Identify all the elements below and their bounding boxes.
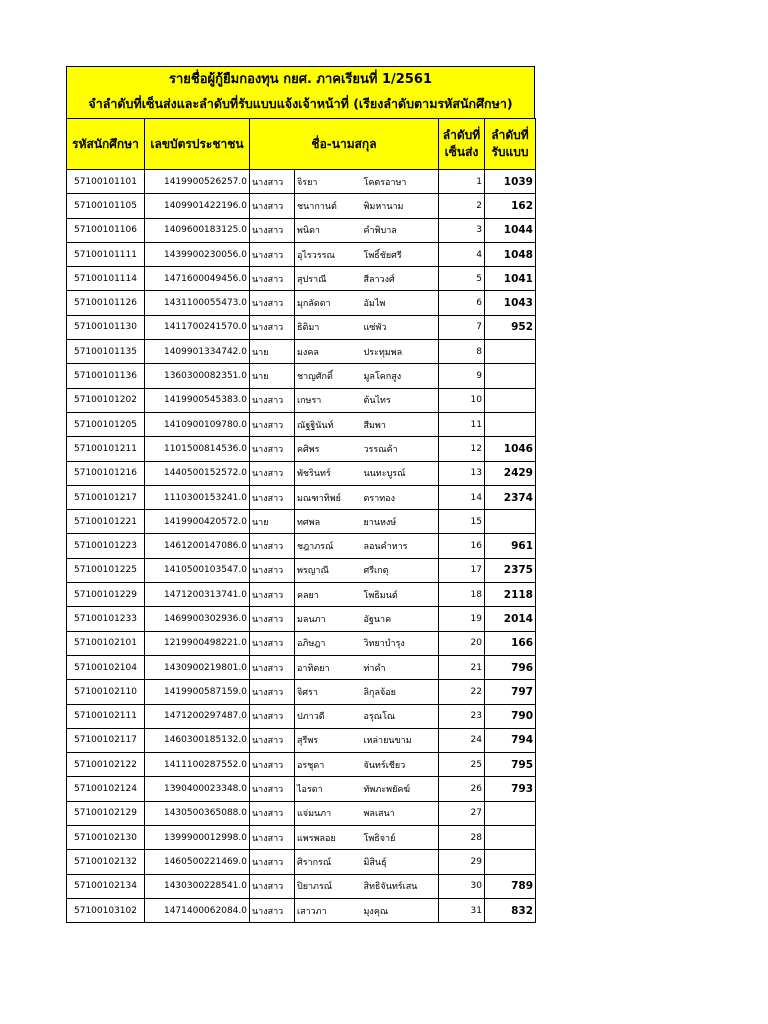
citizen-id-cell: 1409600183125.0 [145,218,250,242]
last-name-cell: ท่าคำ [362,655,439,679]
prefix-cell: นางสาว [250,607,295,631]
last-name-cell: สีมพา [362,412,439,436]
student-id-cell: 57100101130 [67,315,145,339]
first-name-cell: ชาญศักดิ์ [295,364,362,388]
student-id-cell: 57100101126 [67,291,145,315]
receive-order-cell: 166 [485,631,536,655]
sign-order-cell: 25 [439,753,485,777]
prefix-cell: นางสาว [250,655,295,679]
receive-order-cell: 794 [485,728,536,752]
sign-order-cell: 11 [439,412,485,436]
receive-order-cell [485,850,536,874]
last-name-cell: คำพิบาล [362,218,439,242]
prefix-cell: นางสาว [250,437,295,461]
prefix-cell: นางสาว [250,777,295,801]
last-name-cell: โพธิจาย์ [362,826,439,850]
citizen-id-cell: 1440500152572.0 [145,461,250,485]
receive-order-cell: 1048 [485,242,536,266]
receive-order-cell: 795 [485,753,536,777]
first-name-cell: ไอรดา [295,777,362,801]
first-name-cell: สุปราณี [295,267,362,291]
first-name-cell: สุรีพร [295,728,362,752]
sign-order-cell: 14 [439,485,485,509]
receive-order-cell: 793 [485,777,536,801]
sign-order-cell: 15 [439,510,485,534]
last-name-cell: แซ่พัว [362,315,439,339]
table-row [67,728,536,752]
table-row [67,194,536,218]
prefix-cell: นางสาว [250,242,295,266]
prefix-cell: นางสาว [250,631,295,655]
student-id-cell: 57100102117 [67,728,145,752]
receive-order-cell: 789 [485,874,536,898]
col-header-name: ชื่อ-นามสกุล [250,119,439,170]
last-name-cell: ลอนคำหาร [362,534,439,558]
first-name-cell: มลนภา [295,607,362,631]
citizen-id-cell: 1419900526257.0 [145,170,250,194]
first-name-cell: จิรยา [295,170,362,194]
receive-order-cell [485,801,536,825]
last-name-cell: ทัพภะพยัคฆ์ [362,777,439,801]
citizen-id-cell: 1430300228541.0 [145,874,250,898]
first-name-cell: เกษรา [295,388,362,412]
last-name-cell: อัฐนาค [362,607,439,631]
table-row [67,291,536,315]
sign-order-cell: 17 [439,558,485,582]
citizen-id-cell: 1471400062084.0 [145,898,250,922]
receive-order-label-1: ลำดับที่ [491,128,529,142]
student-id-cell: 57100102130 [67,826,145,850]
citizen-id-cell: 1410500103547.0 [145,558,250,582]
last-name-cell: อรุณโณ [362,704,439,728]
student-id-cell: 57100102132 [67,850,145,874]
citizen-id-cell: 1419900545383.0 [145,388,250,412]
student-id-cell: 57100102129 [67,801,145,825]
student-id-cell: 57100101111 [67,242,145,266]
first-name-cell: อาทิตยา [295,655,362,679]
first-name-cell: อรชุดา [295,753,362,777]
prefix-cell: นางสาว [250,170,295,194]
student-id-cell: 57100101217 [67,485,145,509]
table-row [67,267,536,291]
first-name-cell: พัชรินทร์ [295,461,362,485]
first-name-cell: ธิติมา [295,315,362,339]
receive-order-cell [485,388,536,412]
student-id-cell: 57100101106 [67,218,145,242]
col-header-receive-order [485,119,536,170]
student-id-cell: 57100101135 [67,340,145,364]
first-name-cell: พนิดา [295,218,362,242]
citizen-id-cell: 1430900219801.0 [145,655,250,679]
citizen-id-cell: 1439900230056.0 [145,242,250,266]
receive-order-cell: 162 [485,194,536,218]
first-name-cell: ศิรากรณ์ [295,850,362,874]
last-name-cell: สีลาวงศ์ [362,267,439,291]
student-id-cell: 57100101114 [67,267,145,291]
table-row [67,510,536,534]
sign-order-cell: 5 [439,267,485,291]
prefix-cell: นางสาว [250,680,295,704]
table-row [67,315,536,339]
table-row [67,340,536,364]
col-header-sign-order [439,119,485,170]
table-row [67,850,536,874]
last-name-cell: ยานหงษ์ [362,510,439,534]
receive-order-cell: 2374 [485,485,536,509]
last-name-cell: ตราทอง [362,485,439,509]
first-name-cell: เสาวภา [295,898,362,922]
last-name-cell: วิทยาบำรุง [362,631,439,655]
student-id-cell: 57100101216 [67,461,145,485]
sign-order-cell: 2 [439,194,485,218]
citizen-id-cell: 1360300082351.0 [145,364,250,388]
sign-order-cell: 9 [439,364,485,388]
student-id-cell: 57100101101 [67,170,145,194]
first-name-cell: คศิพร [295,437,362,461]
citizen-id-cell: 1411100287552.0 [145,753,250,777]
sign-order-cell: 10 [439,388,485,412]
sign-order-cell: 1 [439,170,485,194]
student-id-cell: 57100101221 [67,510,145,534]
student-id-cell: 57100101202 [67,388,145,412]
receive-order-cell [485,412,536,436]
last-name-cell: พลเสนา [362,801,439,825]
citizen-id-cell: 1460300185132.0 [145,728,250,752]
last-name-cell: ศรีเกตุ [362,558,439,582]
table-row [67,170,536,194]
sign-order-cell: 19 [439,607,485,631]
sign-order-cell: 30 [439,874,485,898]
receive-order-cell: 832 [485,898,536,922]
prefix-cell: นางสาว [250,850,295,874]
receive-order-cell: 1044 [485,218,536,242]
header-row [67,119,536,170]
title-box [66,66,535,118]
first-name-cell: มงคล [295,340,362,364]
prefix-cell: นางสาว [250,461,295,485]
table-row [67,801,536,825]
last-name-cell: เหล่ายนขาม [362,728,439,752]
last-name-cell: ลิกุลจ้อย [362,680,439,704]
citizen-id-cell: 1419900420572.0 [145,510,250,534]
citizen-id-cell: 1461200147086.0 [145,534,250,558]
citizen-id-cell: 1410900109780.0 [145,412,250,436]
last-name-cell: สิทธิจันทร์เสน [362,874,439,898]
receive-order-cell: 2375 [485,558,536,582]
prefix-cell: นางสาว [250,704,295,728]
sign-order-cell: 7 [439,315,485,339]
table-row [67,364,536,388]
table-row [67,898,536,922]
receive-order-cell: 2429 [485,461,536,485]
student-id-cell: 57100101211 [67,437,145,461]
prefix-cell: นางสาว [250,267,295,291]
last-name-cell: มิสินธุ์ [362,850,439,874]
page-title: รายชื่อผู้กู้ยืมกองทุน กยศ. ภาคเรียนที่ 1/2561 [169,72,432,87]
sign-order-cell: 27 [439,801,485,825]
citizen-id-cell: 1469900302936.0 [145,607,250,631]
prefix-cell: นางสาว [250,534,295,558]
table-row [67,242,536,266]
citizen-id-cell: 1411700241570.0 [145,315,250,339]
citizen-id-cell: 1101500814536.0 [145,437,250,461]
prefix-cell: นางสาว [250,388,295,412]
receive-order-cell: 790 [485,704,536,728]
sign-order-label-1: ลำดับที่ [442,128,481,142]
table-row [67,583,536,607]
first-name-cell: มณฑาทิพย์ [295,485,362,509]
first-name-cell: จิศรา [295,680,362,704]
table-row [67,704,536,728]
last-name-cell: จันทร์เชียว [362,753,439,777]
prefix-cell: นางสาว [250,753,295,777]
citizen-id-cell: 1471600049456.0 [145,267,250,291]
first-name-cell: มุกลัดดา [295,291,362,315]
prefix-cell: นางสาว [250,194,295,218]
first-name-cell: อภิษฎา [295,631,362,655]
last-name-cell: โพธิมนต์ [362,583,439,607]
citizen-id-cell: 1110300153241.0 [145,485,250,509]
table-row [67,485,536,509]
sign-order-cell: 31 [439,898,485,922]
table-row [67,218,536,242]
citizen-id-cell: 1419900587159.0 [145,680,250,704]
prefix-cell: นางสาว [250,315,295,339]
receive-order-cell: 961 [485,534,536,558]
prefix-cell: นางสาว [250,583,295,607]
table-row [67,631,536,655]
citizen-id-cell: 1471200313741.0 [145,583,250,607]
prefix-cell: นางสาว [250,291,295,315]
sign-order-cell: 21 [439,655,485,679]
citizen-id-cell: 1431100055473.0 [145,291,250,315]
student-id-cell: 57100101223 [67,534,145,558]
citizen-id-cell: 1460500221469.0 [145,850,250,874]
prefix-cell: นางสาว [250,218,295,242]
table-row [67,874,536,898]
prefix-cell: นางสาว [250,801,295,825]
receive-order-cell [485,364,536,388]
sign-order-cell: 29 [439,850,485,874]
last-name-cell: โคตรอาษา [362,170,439,194]
student-id-cell: 57100102104 [67,655,145,679]
sign-order-cell: 18 [439,583,485,607]
receive-order-cell: 1043 [485,291,536,315]
last-name-cell: มุงคุณ [362,898,439,922]
first-name-cell: ปิยาภรณ์ [295,874,362,898]
student-id-cell: 57100102134 [67,874,145,898]
table-row [67,607,536,631]
table-row [67,826,536,850]
prefix-cell: นางสาว [250,485,295,509]
sign-order-cell: 24 [439,728,485,752]
table-row [67,388,536,412]
last-name-cell: โพธิ์ชัยศรี [362,242,439,266]
table-row [67,655,536,679]
student-id-cell: 57100101225 [67,558,145,582]
citizen-id-cell: 1399900012998.0 [145,826,250,850]
receive-order-cell: 1039 [485,170,536,194]
col-header-student-id: รหัสนักศึกษา [67,119,145,170]
receive-order-cell: 2118 [485,583,536,607]
first-name-cell: พรญาณี [295,558,362,582]
first-name-cell: ชฎาภรณ์ [295,534,362,558]
student-id-cell: 57100102122 [67,753,145,777]
last-name-cell: มูลโคกสูง [362,364,439,388]
first-name-cell: แพรพลอย [295,826,362,850]
sign-order-cell: 28 [439,826,485,850]
citizen-id-cell: 1219900498221.0 [145,631,250,655]
receive-order-cell: 797 [485,680,536,704]
page-subtitle: จำลำดับที่เซ็นส่งและลำดับที่รับแบบแจ้งเจ้าหน้าที่ (เรียงลำดับตามรหัสนักศึกษา) [88,96,513,111]
receive-order-cell [485,340,536,364]
receive-order-cell: 1046 [485,437,536,461]
citizen-id-cell: 1471200297487.0 [145,704,250,728]
last-name-cell: ประทุมพล [362,340,439,364]
sign-order-cell: 20 [439,631,485,655]
citizen-id-cell: 1409901422196.0 [145,194,250,218]
last-name-cell: อัมไพ [362,291,439,315]
sign-order-label-2: เซ็นส่ง [444,145,479,159]
citizen-id-cell: 1409901334742.0 [145,340,250,364]
receive-order-label-2: รับแบบ [491,145,529,159]
prefix-cell: นางสาว [250,412,295,436]
sign-order-cell: 3 [439,218,485,242]
prefix-cell: นางสาว [250,874,295,898]
sign-order-cell: 12 [439,437,485,461]
sign-order-cell: 13 [439,461,485,485]
loan-table [66,118,536,923]
receive-order-cell [485,826,536,850]
first-name-cell: ณัฐฐินันท์ [295,412,362,436]
prefix-cell: นาย [250,510,295,534]
receive-order-cell: 796 [485,655,536,679]
table-row [67,680,536,704]
receive-order-cell [485,510,536,534]
last-name-cell: วรรณค้า [362,437,439,461]
prefix-cell: นางสาว [250,898,295,922]
first-name-cell: ทศพล [295,510,362,534]
last-name-cell: พิมหานาม [362,194,439,218]
first-name-cell: คลยา [295,583,362,607]
last-name-cell: ต้นไทร [362,388,439,412]
student-id-cell: 57100102101 [67,631,145,655]
prefix-cell: นางสาว [250,558,295,582]
receive-order-cell: 2014 [485,607,536,631]
table-row [67,558,536,582]
student-id-cell: 57100101205 [67,412,145,436]
student-id-cell: 57100101136 [67,364,145,388]
sign-order-cell: 6 [439,291,485,315]
student-id-cell: 57100102124 [67,777,145,801]
student-id-cell: 57100102110 [67,680,145,704]
col-header-citizen-id: เลขบัตรประชาชน [145,119,250,170]
sign-order-cell: 16 [439,534,485,558]
first-name-cell: ปภาวดี [295,704,362,728]
table-row [67,412,536,436]
first-name-cell: ชนากานต์ [295,194,362,218]
table-row [67,534,536,558]
sign-order-cell: 23 [439,704,485,728]
sign-order-cell: 22 [439,680,485,704]
student-id-cell: 57100101233 [67,607,145,631]
table-row [67,461,536,485]
table-row [67,777,536,801]
citizen-id-cell: 1430500365088.0 [145,801,250,825]
student-id-cell: 57100103102 [67,898,145,922]
student-id-cell: 57100101229 [67,583,145,607]
first-name-cell: แจ่มนภา [295,801,362,825]
prefix-cell: นางสาว [250,728,295,752]
first-name-cell: อุไรวรรณ [295,242,362,266]
receive-order-cell: 952 [485,315,536,339]
sign-order-cell: 4 [439,242,485,266]
table-row [67,753,536,777]
citizen-id-cell: 1390400023348.0 [145,777,250,801]
sign-order-cell: 26 [439,777,485,801]
prefix-cell: นาย [250,364,295,388]
prefix-cell: นางสาว [250,826,295,850]
student-id-cell: 57100101105 [67,194,145,218]
student-id-cell: 57100102111 [67,704,145,728]
prefix-cell: นาย [250,340,295,364]
receive-order-cell: 1041 [485,267,536,291]
spreadsheet [66,66,535,923]
last-name-cell: นนทะบูรณ์ [362,461,439,485]
sign-order-cell: 8 [439,340,485,364]
table-row [67,437,536,461]
